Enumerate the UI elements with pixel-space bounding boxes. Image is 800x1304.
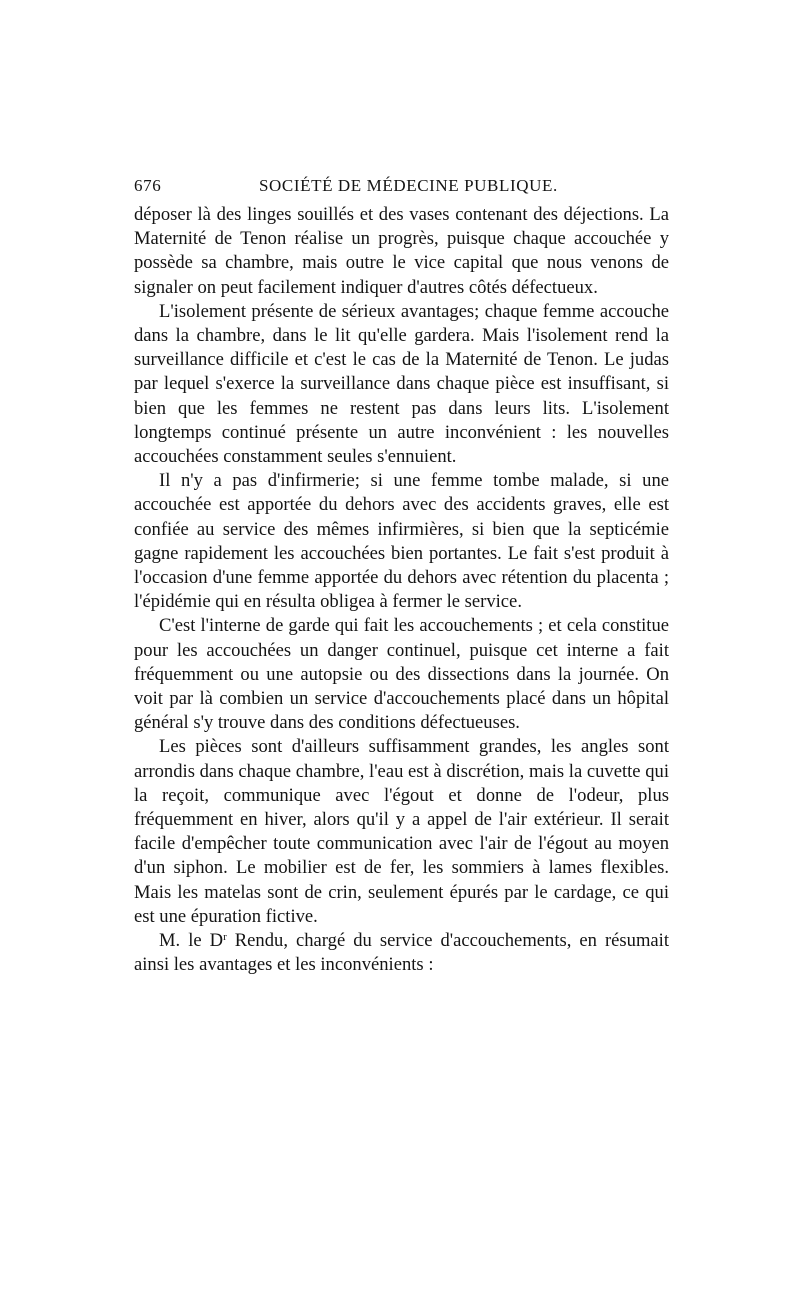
paragraph-rendu-end: Rendu, chargé du service d'accouchements, en résumait ainsi les avantages et les inconvénients :: [134, 930, 669, 976]
running-title: SOCIÉTÉ DE MÉDECINE PUBLIQUE.: [259, 176, 558, 195]
paragraph-infirmerie: Il n'y a pas d'infirmerie; si une femme tombe malade, si une accouchée est apportée du dehors avec des accidents graves, elle est confiée au service des mêmes infirmières, si bien que la septicémie gagne rapidement les accouchées bien portantes. Le fait s'est produit à l'occasion d'une femme apportée du dehors avec rétention du placenta ; l'épidémie qui en résulta obligea à fermer le service.: [134, 470, 669, 613]
running-head: [134, 176, 669, 200]
paragraph-interne: C'est l'interne de garde qui fait les accouchements ; et cela constitue pour les accouchées un danger continuel, puisque cet interne a fait fréquemment ou une autopsie ou des dissections dans la journée. On voit par là combien un service d'accouchements placé dans un hôpital général s'y trouve dans des conditions défectueuses.: [134, 615, 669, 734]
doctor-abbrev-superscript: r: [223, 931, 227, 944]
paragraph-rendu-start: M. le D: [159, 930, 224, 952]
paragraph-rendu: [134, 929, 669, 977]
paragraph-continued: déposer là des linges souillés et des vases contenant des déjections. La Maternité de Tenon réalise un progrès, puisque chaque accouchée y possède sa chambre, mais outre le vice capital que nous venons de signaler on peut facilement indiquer d'autres côtés défectueux.: [134, 204, 669, 298]
body-text: [134, 203, 669, 978]
paragraph-pieces: Les pièces sont d'ailleurs suffisamment grandes, les angles sont arrondis dans chaque chambre, l'eau est à discrétion, mais la cuvette qui la reçoit, communique avec l'égout et donne de l'odeur, plus fréquemment en hiver, alors qu'il y a appel de l'air extérieur. Il serait facile d'empêcher toute communication avec l'air de l'égout au moyen d'un siphon. Le mobilier est de fer, les sommiers à lames flexibles. Mais les matelas sont de crin, seulement épurés par le cardage, ce qui est une épuration fictive.: [134, 736, 669, 927]
page-number: 676: [134, 176, 162, 195]
paragraph-isolement: L'isolement présente de sérieux avantages; chaque femme accouche dans la chambre, dans le lit qu'elle gardera. Mais l'isolement rend la surveillance difficile et c'est le cas de la Maternité de Tenon. Le judas par lequel s'exerce la surveillance dans chaque pièce est insuffisant, si bien que les femmes ne restent pas dans leurs lits. L'isolement longtemps continué présente un autre inconvénient : les nouvelles accouchées constamment seules s'ennuient.: [134, 300, 669, 468]
